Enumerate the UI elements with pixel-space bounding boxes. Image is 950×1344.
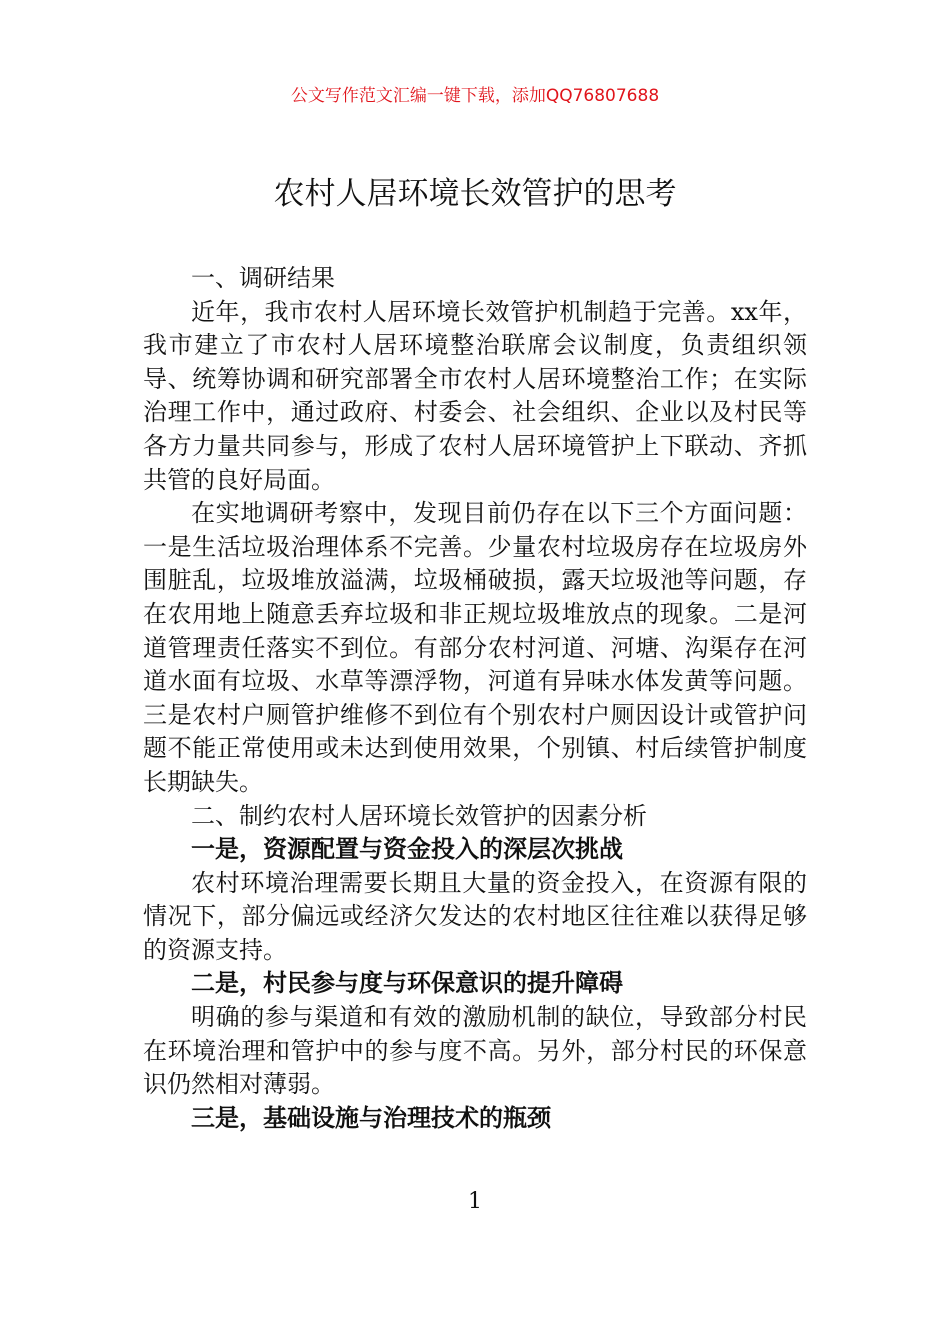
paragraph-intro-part2: 年，我市建立了市农村人居环境整治联席会议制度，负责组织领导、统筹协调和研究部署全市农村人居环境整治工作；在实际治理工作中，通过政府、村委会、社会组织、企业以及村民等各方力量共同参与，形成了农村人居环境管护上下联动、齐抓共管的良好局面。 — [143, 297, 807, 494]
section-heading-factor-analysis: 二、制约农村人居环境长效管护的因素分析 — [191, 801, 647, 830]
section-heading-research-results: 一、调研结果 — [191, 264, 335, 292]
paragraph-funding: 农村环境治理需要长期且大量的资金投入，在资源有限的情况下，部分偏远或经济欠发达的农村地区往往难以获得足够的资源支持。 — [143, 868, 807, 964]
paragraph-intro — [143, 296, 807, 498]
download-watermark: 公文写作范文汇编一键下载，添加QQ76807688 — [290, 86, 660, 106]
paragraph-participation: 明确的参与渠道和有效的激励机制的缺位，导致部分村民在环境治理和管护中的参与度不高。另外，部分村民的环保意识仍然相对薄弱。 — [143, 1003, 807, 1099]
subheading-funding: 一是，资源配置与资金投入的深层次挑战 — [191, 835, 623, 864]
subheading-infrastructure: 三是，基础设施与治理技术的瓶颈 — [191, 1103, 551, 1132]
paragraph-intro-part1: 近年，我市农村人居环境长效管护机制趋于完善。 — [191, 297, 731, 326]
paragraph-intro-year-placeholder: xx — [730, 297, 758, 326]
document-body — [143, 262, 807, 1135]
page-number: 1 — [468, 1189, 482, 1214]
subheading-participation: 二是，村民参与度与环保意识的提升障碍 — [191, 969, 623, 998]
paragraph-problems: 在实地调研考察中，发现目前仍存在以下三个方面问题：一是生活垃圾治理体系不完善。少量农村垃圾房存在垃圾房外围脏乱，垃圾堆放溢满，垃圾桶破损，露天垃圾池等问题，存在农用地上随意丢弃垃圾和非正规垃圾堆放点的现象。二是河道管理责任落实不到位。有部分农村河道、河塘、沟渠存在河道水面有垃圾、水草等漂浮物，河道有异味水体发黄等问题。三是农村户厕管护维修不到位有个别农村户厕因设计或管护问题不能正常使用或未达到使用效果，个别镇、村后续管护制度长期缺失。 — [143, 499, 807, 796]
document-title: 农村人居环境长效管护的思考 — [273, 176, 677, 212]
